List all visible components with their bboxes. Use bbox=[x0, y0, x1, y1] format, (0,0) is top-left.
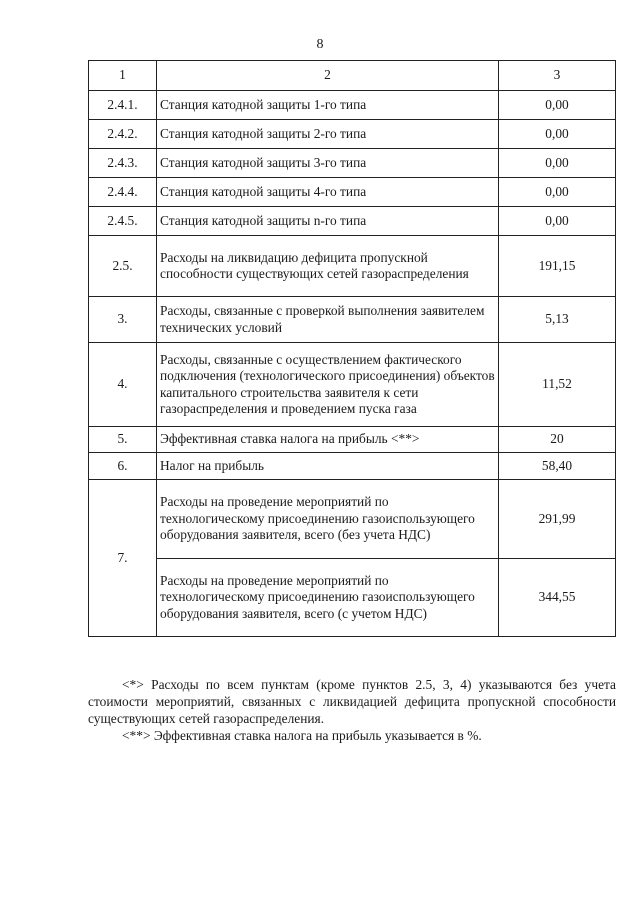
table-row bbox=[89, 236, 616, 297]
row-value-cell: 0,00 bbox=[499, 91, 616, 120]
row-description-cell: Расходы, связанные с проверкой выполнения заявителем технических условий bbox=[157, 297, 499, 343]
row-number-cell: 4. bbox=[89, 343, 157, 427]
row-number-cell: 2.5. bbox=[89, 236, 157, 297]
row-description-cell: Расходы на ликвидацию дефицита пропускной способности существующих сетей газораспределения bbox=[157, 236, 499, 297]
table-row bbox=[89, 427, 616, 453]
table-row bbox=[89, 120, 616, 149]
row-value-cell: 11,52 bbox=[499, 343, 616, 427]
table-header-row bbox=[89, 61, 616, 91]
table-row bbox=[89, 343, 616, 427]
row-description-cell: Станция катодной защиты 4-го типа bbox=[157, 178, 499, 207]
row-number-cell: 2.4.1. bbox=[89, 91, 157, 120]
table-row bbox=[89, 207, 616, 236]
row-description-cell: Расходы, связанные с осуществлением фактического подключения (технологического присоединения) объектов капитального строительства заявителя к сети газораспределения и проведением пуска газа bbox=[157, 343, 499, 427]
row-number-cell: 2.4.3. bbox=[89, 149, 157, 178]
table-row bbox=[89, 149, 616, 178]
row-description-cell: Налог на прибыль bbox=[157, 453, 499, 480]
row-description-cell: Эффективная ставка налога на прибыль <**> bbox=[157, 427, 499, 453]
table-row bbox=[89, 297, 616, 343]
footnotes bbox=[88, 676, 616, 744]
row-description-cell: Расходы на проведение мероприятий по технологическому присоединению газоиспользующего оборудования заявителя, всего (с учетом НДС) bbox=[157, 559, 499, 637]
footnote-2: <**> Эффективная ставка налога на прибыль указывается в %. bbox=[122, 728, 482, 743]
row-value-cell: 0,00 bbox=[499, 207, 616, 236]
row-value-cell: 0,00 bbox=[499, 149, 616, 178]
footnote-1: <*> Расходы по всем пунктам (кроме пунктов 2.5, 3, 4) указываются без учета стоимости мероприятий, связанных с ликвидацией дефицита пропускной способности существующих сетей газораспределения. bbox=[88, 677, 616, 726]
row-value-cell: 58,40 bbox=[499, 453, 616, 480]
row-number-cell: 3. bbox=[89, 297, 157, 343]
table-row bbox=[89, 480, 616, 559]
row-number-cell: 2.4.2. bbox=[89, 120, 157, 149]
row-value-cell: 344,55 bbox=[499, 559, 616, 637]
cost-table bbox=[88, 60, 616, 637]
row-description-cell: Станция катодной защиты 1-го типа bbox=[157, 91, 499, 120]
row-value-cell: 20 bbox=[499, 427, 616, 453]
row-description-cell: Станция катодной защиты 2-го типа bbox=[157, 120, 499, 149]
row-description-cell: Расходы на проведение мероприятий по технологическому присоединению газоиспользующего оборудования заявителя, всего (без учета НДС) bbox=[157, 480, 499, 559]
table-row bbox=[89, 559, 616, 637]
table-row bbox=[89, 178, 616, 207]
row-value-cell: 191,15 bbox=[499, 236, 616, 297]
row-value-cell: 0,00 bbox=[499, 178, 616, 207]
column-header-3: 3 bbox=[499, 61, 616, 91]
row-value-cell: 0,00 bbox=[499, 120, 616, 149]
row-number-cell: 7. bbox=[89, 480, 157, 637]
row-description-cell: Станция катодной защиты n-го типа bbox=[157, 207, 499, 236]
table-row bbox=[89, 453, 616, 480]
column-header-1: 1 bbox=[89, 61, 157, 91]
row-value-cell: 5,13 bbox=[499, 297, 616, 343]
row-number-cell: 6. bbox=[89, 453, 157, 480]
row-number-cell: 5. bbox=[89, 427, 157, 453]
page-number: 8 bbox=[316, 37, 324, 52]
column-header-2: 2 bbox=[157, 61, 499, 91]
row-number-cell: 2.4.4. bbox=[89, 178, 157, 207]
table-row bbox=[89, 91, 616, 120]
row-number-cell: 2.4.5. bbox=[89, 207, 157, 236]
row-description-cell: Станция катодной защиты 3-го типа bbox=[157, 149, 499, 178]
row-value-cell: 291,99 bbox=[499, 480, 616, 559]
